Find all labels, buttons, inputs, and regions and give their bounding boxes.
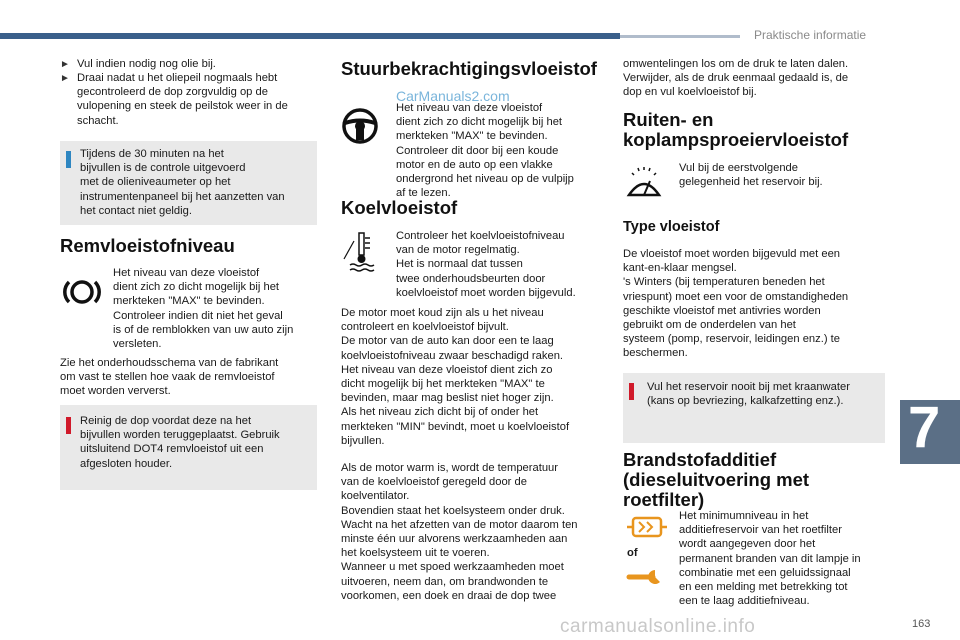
washer-warning-box (623, 373, 885, 443)
info-icon (66, 151, 71, 168)
page-number: 163 (912, 618, 931, 630)
washer-icon-text: Vul bij de eerstvolgende gelegenheid het reservoir bij. (679, 162, 823, 189)
fluid-type-paragraph: De vloeistof moet worden bijgevuld met een kant-en-klaar mengsel. 's Winters (bij temperaturen beneden het vriespunt) moet een voor de omstandigheden geschikte vloeistof met antivries worden gebruikt om de onderdelen van het systeem (pomp, reservoir, leidingen enz.) te beschermen. (623, 248, 849, 360)
bullet-icon: ► (60, 73, 70, 84)
bullet-icon: ► (60, 59, 70, 70)
service-wrench-icon (625, 566, 665, 588)
header-bar (0, 33, 620, 39)
warning-note-box (60, 405, 317, 490)
info-note-box (60, 141, 317, 225)
warning-icon (629, 383, 634, 400)
bullet-1: Vul indien nodig nog olie bij. (77, 58, 216, 70)
additive-icon-text: Het minimumniveau in het additiefreservoir van het roetfilter wordt aangegeven door het permanent branden van dit lampje in combinatie met een geluidssignaal en een melding met betrekking tot een te laag additiefniveau. (679, 510, 861, 608)
info-note-text: Tijdens de 30 minuten na het bijvullen is de controle uitgevoerd met de olieniveaumeter op het instrumentenpaneel bij het aanzetten van het contact niet geldig. (80, 148, 285, 217)
coolant-temperature-icon (340, 231, 380, 273)
fluid-type-title: Type vloeistof (623, 219, 720, 235)
particle-filter-icon (625, 513, 669, 541)
watermark-top: CarManuals2.com (396, 88, 510, 104)
washer-fluid-icon (624, 165, 664, 201)
steering-fluid-title: Stuurbekrachtigingsvloeistof (341, 58, 597, 79)
watermark-bottom: carmanualsonline.info (560, 616, 756, 637)
coolant-paragraph-1: De motor moet koud zijn als u het niveau controleert en koelvloeistof bijvult. De motor van de auto kan door een te laag koelvloeistofniveau zwaar beschadigd raken. Het niveau van deze vloeistof dient zich zo dicht mogelijk bij het merkteken "MAX" te bevinden, maar mag beslist niet hoger zijn. Als het niveau zich dicht bij of onder het merkteken "MIN" bevindt, moet u koelvloeistof bijvullen. (341, 307, 570, 447)
coolant-title: Koelvloeistof (341, 197, 458, 218)
section-header: Praktische informatie (754, 28, 867, 42)
washer-fluid-title: Ruiten- en koplampsproeiervloeistof (623, 109, 849, 150)
bullet-2: Draai nadat u het oliepeil nogmaals hebt gecontroleerd de dop zorgvuldig op de vulopening en steek de peilstok weer in de schacht. (77, 72, 288, 127)
chapter-number: 7 (908, 395, 941, 460)
washer-warning-text: Vul het reservoir nooit bij met kraanwater (kans op bevriezing, kalkafzetting enz.). (647, 381, 850, 408)
warning-icon (66, 417, 71, 434)
brake-warning-icon (62, 276, 102, 308)
coolant-continued: omwentelingen los om de druk te laten dalen. Verwijder, als de druk eenmaal gedaald is, de dop en vul koelvloeistof bij. (623, 58, 849, 99)
fuel-additive-title: Brandstofadditief (dieseluitvoering met roetfilter) (623, 449, 810, 510)
brake-paragraph: Zie het onderhoudsschema van de fabrikant om vast te stellen hoe vaak de remvloeistof moet worden ververst. (60, 357, 279, 398)
steering-wheel-icon (340, 106, 380, 146)
or-label: of (627, 547, 638, 559)
header-bar-light (620, 35, 740, 38)
chapter-tab (900, 395, 960, 464)
steering-text: Het niveau van deze vloeistof dient zich zo dicht mogelijk bij het merkteken "MAX" te bevinden. Controleer dit door bij een koude motor en de auto op een vlakke ondergrond het niveau op de vulpijp af te lezen. (396, 102, 574, 200)
coolant-paragraph-2: Als de motor warm is, wordt de temperatuur van de koelvloeistof geregeld door de koelventilator. Bovendien staat het koelsysteem onder druk. Wacht na het afzetten van de motor daarom ten minste één uur alvorens werkzaamheden aan het koelsysteem uit te voeren. Wanneer u met spoed werkzaamheden moet uitvoeren, neem dan, om brandwonden te voorkomen, een doek en draai de dop twee (341, 462, 578, 602)
coolant-icon-text: Controleer het koelvloeistofniveau van de motor regelmatig. Het is normaal dat tussen twee onderhoudsbeurten door koelvloeistof moet worden bijgevuld. (396, 230, 576, 299)
warning-note-text: Reinig de dop voordat deze na het bijvullen worden teruggeplaatst. Gebruik uitsluitend DOT4 remvloeistof uit een afgesloten houder. (80, 415, 280, 470)
brake-icon-text: Het niveau van deze vloeistof dient zich zo dicht mogelijk bij het merkteken "MAX" te bevinden. Controleer indien dit niet het geval is of de remblokken van uw auto zijn versleten. (113, 267, 294, 351)
brake-fluid-title: Remvloeistofniveau (60, 235, 235, 256)
